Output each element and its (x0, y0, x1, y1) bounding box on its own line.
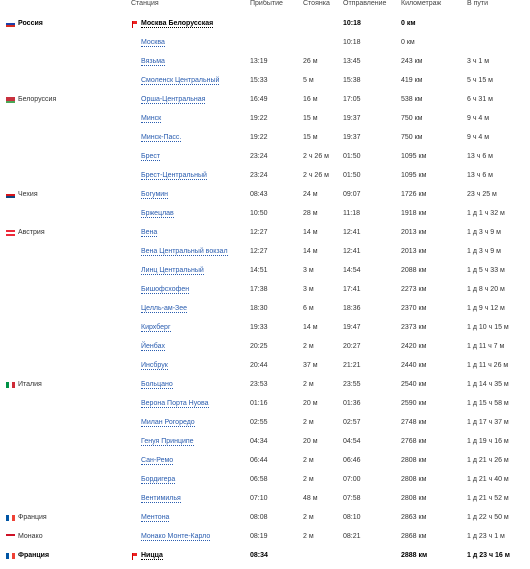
table-row (0, 394, 530, 413)
km-cell: 750 км (401, 134, 423, 141)
travel-cell: 1 д 22 ч 50 м (467, 514, 509, 521)
departure-cell: 23:55 (343, 381, 361, 388)
stop-cell: 2 м (303, 476, 314, 483)
station-header: Станция (131, 0, 159, 7)
station-cell (131, 109, 250, 128)
km-cell: 243 км (401, 58, 423, 65)
station-link[interactable]: Верона Порта Нуова (141, 400, 209, 407)
arrival-cell: 08:34 (250, 552, 268, 559)
stop-cell: 20 м (303, 438, 318, 445)
travel-cell: 9 ч 4 м (467, 115, 490, 122)
table-row (0, 356, 530, 375)
departure-cell: 15:38 (343, 77, 361, 84)
country-label: Белоруссия (18, 96, 57, 103)
station-cell (131, 451, 250, 470)
departure-cell: 10:18 (343, 39, 361, 46)
departure-cell: 20:27 (343, 343, 361, 350)
station-link[interactable]: Вязьма (141, 58, 165, 65)
station-cell (131, 223, 250, 242)
station-link[interactable]: Орша-Центральная (141, 96, 206, 103)
stop-cell: 28 м (303, 210, 318, 217)
departure-cell: 07:00 (343, 476, 361, 483)
flag-icon (6, 230, 15, 236)
km-cell: 750 км (401, 115, 423, 122)
country-header (0, 0, 131, 14)
stop-cell: 14 м (303, 229, 318, 236)
travel-cell: 9 ч 4 м (467, 134, 490, 141)
arrival-cell: 18:30 (250, 305, 268, 312)
stop-cell: 15 м (303, 115, 318, 122)
station-cell (131, 299, 250, 318)
country-cell (0, 299, 131, 318)
station-link[interactable]: Брест (141, 153, 161, 160)
km-cell: 1918 км (401, 210, 427, 217)
km-cell: 2440 км (401, 362, 427, 369)
table-row (0, 432, 530, 451)
departure-cell: 09:07 (343, 191, 361, 198)
table-row (0, 109, 530, 128)
flag-icon (6, 515, 15, 521)
km-cell: 419 км (401, 77, 423, 84)
km-cell: 2370 км (401, 305, 427, 312)
table-row (0, 470, 530, 489)
travel-cell: 1 д 9 ч 12 м (467, 305, 505, 312)
country-cell (0, 128, 131, 147)
station-cell (131, 185, 250, 204)
flag-icon (6, 553, 15, 559)
departure-cell: 14:54 (343, 267, 361, 274)
travel-cell: 1 д 21 ч 26 м (467, 457, 509, 464)
table-row (0, 166, 530, 185)
arrival-cell: 07:10 (250, 495, 268, 502)
km-cell: 2540 км (401, 381, 427, 388)
stop-cell: 16 м (303, 96, 318, 103)
travel-cell: 1 д 17 ч 37 м (467, 419, 509, 426)
country-cell (0, 109, 131, 128)
station-link[interactable]: Линц Центральный (141, 267, 204, 274)
stop-cell (303, 33, 343, 52)
country-cell (0, 52, 131, 71)
country-cell (0, 527, 131, 546)
country-cell (0, 204, 131, 223)
station-cell (131, 337, 250, 356)
arrival-cell: 14:51 (250, 267, 268, 274)
travel-cell (467, 33, 530, 52)
country-cell (0, 489, 131, 508)
arrival-cell: 04:34 (250, 438, 268, 445)
stop-cell: 2 м (303, 457, 314, 464)
table-row (0, 527, 530, 546)
stop-cell: 3 м (303, 286, 314, 293)
station-link[interactable]: Бордигера (141, 476, 176, 483)
arrival-cell: 10:50 (250, 210, 268, 217)
header-row (0, 0, 530, 14)
station-link[interactable]: Бржецлав (141, 210, 174, 217)
arrival-cell: 08:43 (250, 191, 268, 198)
arrival-cell: 15:33 (250, 77, 268, 84)
station-link[interactable]: Милан Рогоредо (141, 419, 195, 426)
station-cell (131, 413, 250, 432)
flag-icon (6, 97, 15, 103)
departure-cell: 19:37 (343, 134, 361, 141)
arrival-cell: 12:27 (250, 229, 268, 236)
flag-pin-icon (132, 21, 138, 28)
stop-cell: 2 ч 26 м (303, 172, 329, 179)
km-cell: 2013 км (401, 248, 427, 255)
departure-cell: 19:37 (343, 115, 361, 122)
country-cell (0, 432, 131, 451)
km-cell: 1726 км (401, 191, 427, 198)
km-header: Километраж (401, 0, 442, 7)
departure-cell: 01:50 (343, 172, 361, 179)
travel-cell: 1 д 15 ч 58 м (467, 400, 509, 407)
table-row (0, 261, 530, 280)
flag-icon (6, 534, 15, 540)
station-cell (131, 318, 250, 337)
country-cell (0, 242, 131, 261)
travel-cell: 13 ч 6 м (467, 153, 493, 160)
country-label: Франция (18, 552, 50, 559)
country-cell (0, 185, 131, 204)
arrival-cell: 19:22 (250, 134, 268, 141)
stop-cell: 2 м (303, 514, 314, 521)
arrival-cell: 17:38 (250, 286, 268, 293)
table-row (0, 489, 530, 508)
country-cell (0, 280, 131, 299)
travel-cell: 5 ч 15 м (467, 77, 493, 84)
country-cell (0, 451, 131, 470)
km-cell: 2808 км (401, 457, 427, 464)
travel-cell: 1 д 3 ч 9 м (467, 229, 501, 236)
country-cell (0, 166, 131, 185)
stop-cell: 14 м (303, 248, 318, 255)
arrival-cell: 02:55 (250, 419, 268, 426)
station-cell (131, 508, 250, 527)
departure-cell: 11:18 (343, 210, 360, 217)
country-label: Россия (18, 20, 43, 27)
departure-cell: 04:54 (343, 438, 361, 445)
station-link[interactable]: Вена (141, 229, 158, 236)
km-cell: 2088 км (401, 267, 427, 274)
country-cell (0, 71, 131, 90)
travel-cell: 1 д 23 ч 16 м (467, 552, 510, 559)
arrival-cell: 19:22 (250, 115, 268, 122)
arrival-cell: 23:24 (250, 172, 268, 179)
country-cell (0, 375, 131, 394)
country-label: Монако (18, 533, 43, 540)
stop-cell: 5 м (303, 77, 314, 84)
table-row (0, 14, 530, 33)
travel-cell (467, 14, 530, 33)
km-cell: 0 км (401, 20, 416, 27)
travel-cell: 1 д 10 ч 15 м (467, 324, 509, 331)
arrival-cell: 08:19 (250, 533, 268, 540)
station-link[interactable]: Минск-Пасс. (141, 134, 182, 141)
km-cell: 2868 км (401, 533, 427, 540)
departure-cell: 17:05 (343, 96, 361, 103)
station-cell (131, 204, 250, 223)
table-row (0, 128, 530, 147)
station-cell (131, 147, 250, 166)
station-link[interactable]: Богумин (141, 191, 169, 198)
stop-cell: 2 м (303, 419, 314, 426)
station-link[interactable]: Смоленск Центральный (141, 77, 220, 84)
station-link[interactable]: Вена Центральный вокзал (141, 248, 228, 255)
departure-cell: 06:46 (343, 457, 361, 464)
km-cell: 2590 км (401, 400, 427, 407)
table-row (0, 52, 530, 71)
stop-cell: 2 ч 26 м (303, 153, 329, 160)
departure-cell: 12:41 (343, 248, 361, 255)
travel-cell: 1 д 5 ч 33 м (467, 267, 505, 274)
km-cell: 2013 км (401, 229, 427, 236)
country-cell (0, 147, 131, 166)
departure-cell: 08:21 (343, 533, 361, 540)
flag-icon (6, 21, 15, 27)
station-cell (131, 166, 250, 185)
table-row (0, 508, 530, 527)
station-link[interactable]: Брест-Центральный (141, 172, 207, 179)
travel-cell: 1 д 8 ч 20 м (467, 286, 505, 293)
departure-cell: 01:50 (343, 153, 361, 160)
station-cell (131, 527, 250, 546)
travel-cell: 1 д 11 ч 26 м (467, 362, 509, 369)
stop-cell: 6 м (303, 305, 314, 312)
flag-icon (6, 382, 15, 388)
flag-pin-icon (132, 553, 138, 560)
departure-cell (343, 546, 401, 565)
table-row (0, 90, 530, 109)
travel-cell: 23 ч 25 м (467, 191, 497, 198)
km-cell: 2863 км (401, 514, 427, 521)
country-cell (0, 470, 131, 489)
arrival-cell: 23:53 (250, 381, 268, 388)
departure-cell: 13:45 (343, 58, 361, 65)
station-cell (131, 14, 250, 33)
country-label: Чехия (18, 191, 38, 198)
table-row (0, 280, 530, 299)
country-cell (0, 261, 131, 280)
station-link[interactable]: Бишофсхофен (141, 286, 190, 293)
arrival-cell: 12:27 (250, 248, 268, 255)
country-cell (0, 33, 131, 52)
arrival-cell: 23:24 (250, 153, 268, 160)
table-row (0, 223, 530, 242)
station-link[interactable]: Москва Белорусская (141, 20, 214, 27)
km-cell: 2808 км (401, 476, 427, 483)
table-row (0, 413, 530, 432)
arrival-cell: 13:19 (250, 58, 268, 65)
arrival-cell: 16:49 (250, 96, 268, 103)
arrival-cell: 20:44 (250, 362, 268, 369)
country-cell (0, 14, 131, 33)
station-cell (131, 432, 250, 451)
travel-cell: 1 д 21 ч 52 м (467, 495, 509, 502)
station-link[interactable]: Больцано (141, 381, 173, 388)
km-cell: 538 км (401, 96, 423, 103)
travel-cell: 6 ч 31 м (467, 96, 493, 103)
station-link[interactable]: Москва (141, 39, 165, 46)
km-cell: 2748 км (401, 419, 427, 426)
km-cell: 2373 км (401, 324, 427, 331)
stop-cell: 2 м (303, 533, 314, 540)
arrival-cell: 06:44 (250, 457, 268, 464)
station-cell (131, 52, 250, 71)
table-row (0, 299, 530, 318)
station-link[interactable]: Сан-Ремо (141, 457, 174, 464)
station-cell (131, 375, 250, 394)
arrival-cell: 19:33 (250, 324, 268, 331)
table-row (0, 546, 530, 565)
travel-cell: 1 д 1 ч 32 м (467, 210, 505, 217)
arrival-cell: 08:08 (250, 514, 268, 521)
country-cell (0, 90, 131, 109)
table-row (0, 147, 530, 166)
stop-cell: 14 м (303, 324, 318, 331)
table-row (0, 318, 530, 337)
departure-cell: 12:41 (343, 229, 361, 236)
stop-cell (303, 14, 343, 33)
table-row (0, 451, 530, 470)
station-link[interactable]: Ницца (141, 552, 163, 559)
table-row (0, 33, 530, 52)
station-cell (131, 242, 250, 261)
departure-cell: 07:58 (343, 495, 361, 502)
stop-cell: 48 м (303, 495, 318, 502)
departure-cell: 01:36 (343, 400, 361, 407)
km-cell: 1095 км (401, 153, 427, 160)
stop-cell: 26 м (303, 58, 318, 65)
station-link[interactable]: Минск (141, 115, 162, 122)
travel-cell: 1 д 14 ч 35 м (467, 381, 509, 388)
travel-cell: 1 д 19 ч 16 м (467, 438, 509, 445)
arrival-header: Прибытие (250, 0, 283, 7)
travel-cell: 13 ч 6 м (467, 172, 493, 179)
travel-cell: 1 д 21 ч 40 м (467, 476, 509, 483)
stop-header: Стоянка (303, 0, 330, 7)
departure-header: Отправление (343, 0, 387, 7)
station-link[interactable]: Кирхберг (141, 324, 171, 331)
flag-icon (6, 192, 15, 198)
country-cell (0, 337, 131, 356)
station-cell (131, 128, 250, 147)
station-cell (131, 261, 250, 280)
country-label: Австрия (18, 229, 45, 236)
station-cell (131, 71, 250, 90)
km-cell: 2888 км (401, 552, 428, 559)
stop-cell: 20 м (303, 400, 318, 407)
departure-cell: 19:47 (343, 324, 361, 331)
departure-cell: 18:36 (343, 305, 361, 312)
departure-cell: 08:10 (343, 514, 361, 521)
km-cell: 2768 км (401, 438, 427, 445)
country-cell (0, 356, 131, 375)
km-cell: 2273 км (401, 286, 427, 293)
arrival-cell: 01:16 (250, 400, 268, 407)
arrival-cell (250, 33, 303, 52)
station-link[interactable]: Генуя Принципе (141, 438, 194, 445)
station-link[interactable]: Целль-ам-Зее (141, 305, 188, 312)
country-cell (0, 223, 131, 242)
km-cell: 2420 км (401, 343, 427, 350)
km-cell: 0 км (401, 39, 415, 46)
km-cell: 2808 км (401, 495, 427, 502)
departure-cell: 10:18 (343, 20, 361, 27)
table-row (0, 185, 530, 204)
station-cell (131, 33, 250, 52)
departure-cell: 02:57 (343, 419, 361, 426)
country-label: Франция (18, 514, 47, 521)
country-cell (0, 546, 131, 565)
travel-cell: 1 д 11 ч 7 м (467, 343, 505, 350)
table-row (0, 375, 530, 394)
travel-header: В пути (467, 0, 489, 7)
table-row (0, 204, 530, 223)
table-row (0, 242, 530, 261)
table-row (0, 71, 530, 90)
station-cell (131, 470, 250, 489)
station-link[interactable]: Йенбах (141, 343, 166, 350)
table-row (0, 337, 530, 356)
country-cell (0, 413, 131, 432)
station-link[interactable]: Ментона (141, 514, 170, 521)
stop-cell: 24 м (303, 191, 318, 198)
station-cell (131, 280, 250, 299)
stop-cell: 37 м (303, 362, 318, 369)
km-cell: 1095 км (401, 172, 427, 179)
stop-cell: 2 м (303, 381, 314, 388)
country-cell (0, 394, 131, 413)
arrival-cell (250, 14, 303, 33)
country-cell (0, 318, 131, 337)
travel-cell: 1 д 23 ч 1 м (467, 533, 505, 540)
departure-cell: 21:21 (343, 362, 361, 369)
country-cell (0, 508, 131, 527)
station-cell (131, 356, 250, 375)
station-cell (131, 394, 250, 413)
station-link[interactable]: Вентимилья (141, 495, 181, 502)
station-link[interactable]: Монако Монте-Карло (141, 533, 211, 540)
stop-cell: 2 м (303, 343, 314, 350)
travel-cell: 1 д 3 ч 9 м (467, 248, 501, 255)
stop-cell: 15 м (303, 134, 318, 141)
travel-cell: 3 ч 1 м (467, 58, 490, 65)
stop-cell: 3 м (303, 267, 314, 274)
station-link[interactable]: Инсбрук (141, 362, 168, 369)
departure-cell: 17:41 (343, 286, 361, 293)
arrival-cell: 20:25 (250, 343, 268, 350)
station-cell (131, 489, 250, 508)
country-label: Италия (18, 381, 42, 388)
station-cell (131, 546, 250, 565)
stop-cell (303, 546, 343, 565)
arrival-cell: 06:58 (250, 476, 268, 483)
station-cell (131, 90, 250, 109)
